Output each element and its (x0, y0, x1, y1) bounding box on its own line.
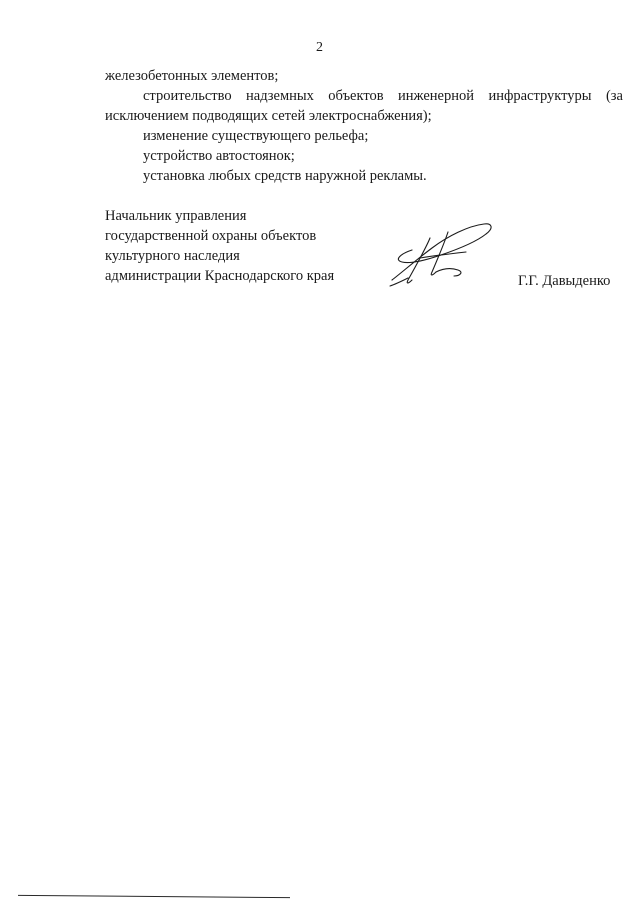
word: объектов (328, 88, 384, 104)
signer-name: Г.Г. Давыденко (518, 273, 611, 289)
bottom-rule (18, 895, 290, 898)
body-line-4: изменение существующего рельефа; (143, 128, 369, 144)
position-line: администрации Краснодарского края (105, 268, 335, 284)
body-line-3: исключением подводящих сетей электроснабжения); (105, 108, 432, 124)
position-line: культурного наследия (105, 248, 240, 264)
body-line-6: установка любых средств наружной рекламы. (143, 168, 427, 184)
word: надземных (246, 88, 314, 104)
position-line: Начальник управления (105, 208, 247, 224)
word: (за (605, 88, 623, 104)
body-line-2 (105, 86, 623, 106)
body-line-5: устройство автостоянок; (143, 148, 295, 164)
position-line: государственной охраны объектов (105, 228, 317, 244)
page-number: 2 (316, 40, 323, 55)
word: строительство (143, 88, 232, 104)
signatory-position (105, 206, 334, 286)
word: инженерной (398, 88, 475, 104)
handwritten-signature (386, 218, 496, 290)
body-text (105, 66, 623, 186)
body-line-1: железобетонных элементов; (105, 68, 279, 84)
word: инфраструктуры (488, 88, 592, 104)
